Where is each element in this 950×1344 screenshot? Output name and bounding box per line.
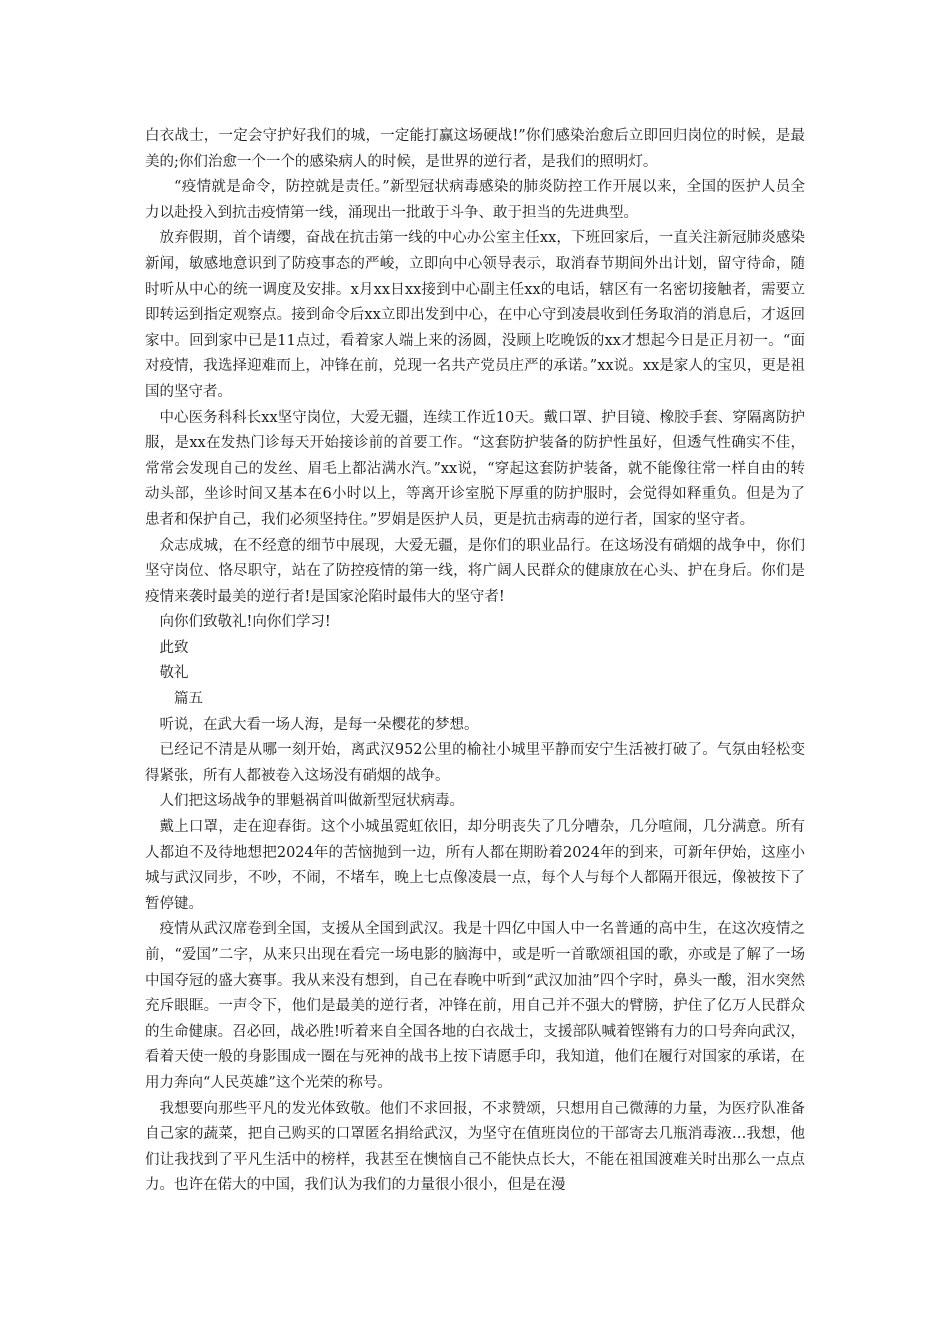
paragraph: 中心医务科科长xx坚守岗位，大爱无疆，连续工作近10天。戴口罩、护目镜、橡胶手套、穿隔离防护服，是xx在发热门诊每天开始接诊前的首要工作。“这套防护装备的防护性虽好，但透气性确实不佳，常常会发现自己的发丝、眉毛上都沾满水汽。”xx说，“穿起这套防护装备，就不能像往常一样自由的转动头部，坐诊时间又基本在6小时以上，等离开诊室脱下厚重的防护服时，会觉得如释重负。但是为了患者和保护自己，我们必须坚持住。”罗娟是医护人员，更是抗击病毒的逆行者，国家的坚守者。 <box>145 409 805 528</box>
paragraph: 放弃假期，首个请缨，奋战在抗击第一线的中心办公室主任xx，下班回家后，一直关注新冠肺炎感染新闻，敏感地意识到了防疫事态的严峻，立即向中心领导表示，取消春节期间外出计划，留守待命，随时听从中心的统一调度及安排。x月xx日xx接到中心副主任xx的电话，辖区有一名密切接触者，需要立即转运到指定观察点。接到命令后xx立即出发到中心，在中心守到凌晨收到任务取消的消息后，才返回家中。回到家中已是11点过，看着家人端上来的汤圆，没顾上吃晚饭的xx才想起今日是正月初一。“面对疫情，我选择迎难而上，冲锋在前，兑现一名共产党员庄严的承诺。”xx说。xx是家人的宝贝，更是祖国的坚守者。 <box>145 230 805 400</box>
paragraph: 白衣战士，一定会守护好我们的城，一定能打赢这场硬战!”你们感染治愈后立即回归岗位的时候，是最美的;你们治愈一个一个的感染病人的时候，是世界的逆行者，是我们的照明灯。 <box>145 128 805 170</box>
paragraph: “疫情就是命令，防控就是责任。”新型冠状病毒感染的肺炎防控工作开展以来，全国的医护人员全力以赴投入到抗击疫情第一线，涌现出一批敢于斗争、敢于担当的先进典型。 <box>145 179 805 221</box>
paragraph: 人们把这场战争的罪魁祸首叫做新型冠状病毒。 <box>159 793 464 810</box>
closing-salutation: 敬礼 <box>159 665 189 682</box>
section-heading: 篇五 <box>174 691 203 708</box>
closing-salutation: 此致 <box>159 639 189 656</box>
paragraph: 众志成城，在不经意的细节中展现，大爱无疆，是你们的职业品行。在这场没有硝烟的战争中，你们坚守岗位、恪尽职守，站在了防控疫情的第一线，将广阔人民群众的健康放在心头、护在身后。你们是疫情来袭时最美的逆行者!是国家沦陷时最伟大的坚守者! <box>145 537 805 605</box>
paragraph: 已经记不清是从哪一刻开始，离武汉952公里的榆社小城里平静而安宁生活被打破了。气氛由轻松变得紧张，所有人都被卷入这场没有硝烟的战争。 <box>145 742 805 784</box>
document-body <box>145 124 805 1199</box>
paragraph: 听说，在武大看一场人海，是每一朵樱花的梦想。 <box>159 716 479 733</box>
paragraph: 疫情从武汉席卷到全国，支援从全国到武汉。我是十四亿中国人中一名普通的高中生，在这次疫情之前，“爱国”二字，从来只出现在看完一场电影的脑海中，或是听一首歌颂祖国的歌，亦或是了解了一场中国夺冠的盛大赛事。我从来没有想到，自己在春晚中听到“武汉加油”四个字时，鼻头一酸，泪水突然充斥眼眶。一声令下，他们是最美的逆行者，冲锋在前，用自己并不强大的臂膀，护住了亿万人民群众的生命健康。召必回，战必胜!听着来自全国各地的白衣战士，支援部队喊着铿锵有力的口号奔向武汉，看着天使一般的身影围成一圈在与死神的战书上按下请愿手印，我知道，他们在履行对国家的承诺，在用力奔向“人民英雄”这个光荣的称号。 <box>145 921 805 1091</box>
paragraph: 戴上口罩，走在迎春街。这个小城虽霓虹依旧，却分明丧失了几分嘈杂，几分喧闹，几分满意。所有人都迫不及待地想把2024年的苦恼抛到一边，所有人都在期盼着2024年的到来，可新年伊始，这座小城与武汉同步，不吵，不闹，不堵车，晚上七点像凌晨一点，每个人与每个人都隔开很远，像被按下了暂停键。 <box>145 819 805 912</box>
paragraph: 向你们致敬礼!向你们学习! <box>159 614 331 631</box>
paragraph: 我想要向那些平凡的发光体致敬。他们不求回报，不求赞颂，只想用自己微薄的力量，为医疗队准备自己家的蔬菜，把自己购买的口罩匿名捐给武汉，为坚守在值班岗位的干部寄去几瓶消毒液…我想，他们让我找到了平凡生活中的榜样，我甚至在懊恼自己不能快点长大，不能在祖国渡难关时出那么一点点力。也许在偌大的中国，我们认为我们的力量很小很小，但是在漫 <box>145 1100 805 1194</box>
